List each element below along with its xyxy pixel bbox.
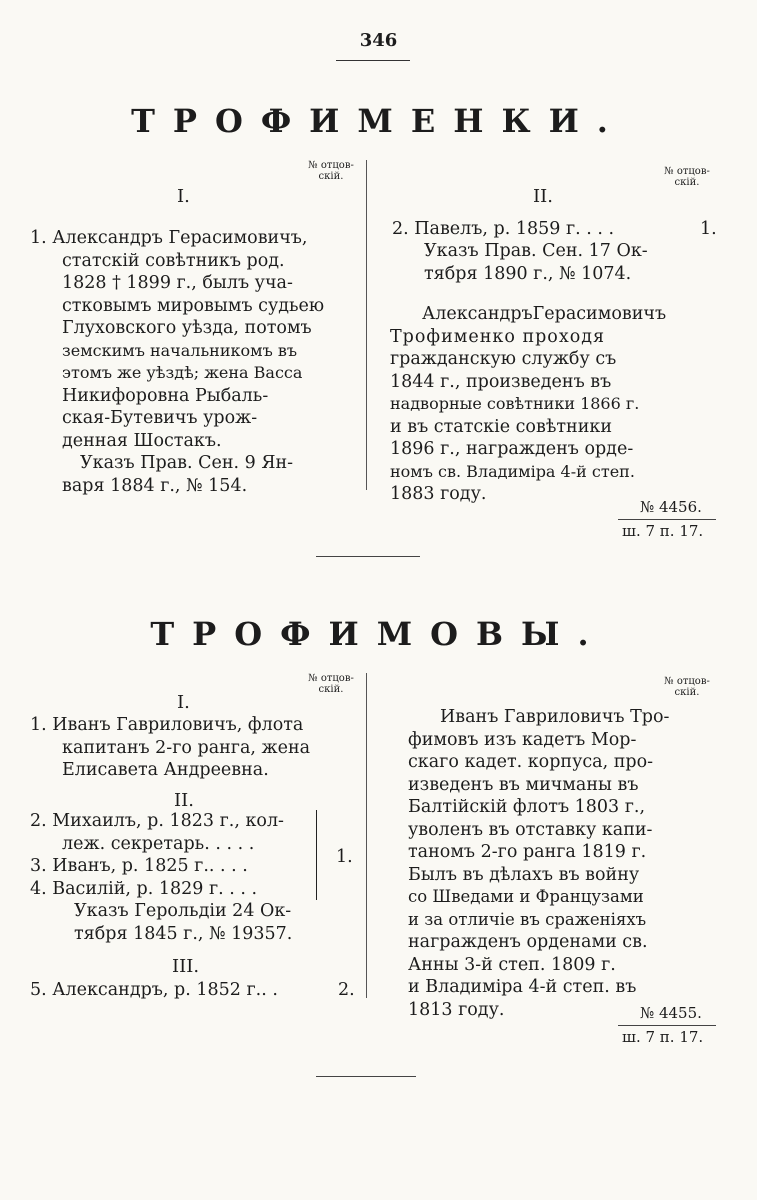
column-tag-line: скій. (674, 177, 700, 188)
decree-1845 (74, 900, 292, 945)
entry-line: этомъ же уѣздѣ; жена Васса (62, 363, 303, 382)
section-separator (316, 556, 420, 557)
entry-line: 4. Василій, р. 1829 г. . . . (30, 878, 258, 899)
entry-pavel: 2. Павелъ, р. 1859 г. . . . (392, 219, 615, 239)
reference-number: № 4456. (640, 498, 702, 516)
entries-generation-ii (30, 810, 317, 900)
decree-line: Указъ Герольдіи 24 Ок- (74, 901, 292, 921)
bio-line: 1896 г., награжденъ орде- (390, 439, 634, 459)
bio-line: награжденъ орденами св. (408, 932, 648, 952)
column-divider (366, 160, 367, 490)
entry-alexandr-1852: 5. Александръ, р. 1852 г.. . (30, 980, 278, 1000)
bio-line: и въ статскіе совѣтники (390, 416, 612, 437)
decree-line: тября 1890 г., № 1074. (424, 263, 632, 284)
reference-rule (618, 1025, 716, 1026)
bio-line: со Шведами и Французами (408, 887, 644, 906)
bio-trofimov (408, 706, 669, 1021)
column-tag-line: скій. (674, 687, 700, 698)
entry-line: Глуховского уѣзда, потомъ (62, 318, 312, 338)
entry-line: Елисавета Андреевна. (62, 760, 269, 780)
entry-line: 1. Иванъ Гавриловичъ, флота (30, 715, 304, 735)
decree-line: Указъ Прав. Сен. 9 Ян- (80, 453, 294, 473)
bio-line: Трофименко проходя (390, 326, 606, 347)
bio-line: 1813 году. (408, 999, 505, 1020)
entry-line: леж. секретарь. . . . . (62, 833, 255, 854)
entry-alexandr-gerasimovich (30, 227, 324, 452)
bio-line: скаго кадет. корпуса, про- (408, 752, 654, 772)
entry-line: ская-Бутевичъ урож- (62, 408, 258, 428)
bio-line: 1883 году. (390, 484, 487, 504)
column-tag-left (296, 160, 366, 182)
decree-line: Указъ Прав. Сен. 17 Ок- (424, 241, 648, 261)
bio-line: номъ св. Владиміра 4-й степ. (390, 461, 635, 481)
reference-shelf: ш. 7 п. 17. (622, 522, 704, 540)
column-tag-right (652, 676, 722, 698)
entry-line: земскимъ начальникомъ въ (62, 340, 298, 360)
bio-line: уволенъ въ отставку капи- (408, 819, 653, 840)
roman-numeral: II. (533, 186, 553, 207)
decree-1890 (424, 240, 648, 285)
entry-alexandr-1852-number: 2. (338, 980, 355, 1000)
bio-line: 1844 г., произведенъ въ (390, 371, 612, 392)
entry-pavel-number: 1. (700, 219, 717, 239)
column-tag-line: № отцов- (308, 673, 354, 684)
entry-line: стковымъ мировымъ судьею (62, 295, 325, 316)
bio-line: и Владиміра 4-й степ. въ (408, 977, 637, 997)
column-tag-line: № отцов- (664, 676, 710, 687)
reference-shelf: ш. 7 п. 17. (622, 1028, 704, 1046)
decree-line: варя 1884 г., № 154. (62, 475, 248, 496)
bio-line: Былъ въ дѣлахъ въ войну (408, 864, 640, 885)
entry-line: капитанъ 2-го ранга, жена (62, 737, 311, 758)
column-tag-line: скій. (318, 684, 344, 695)
entry-line: 1. Александръ Герасимовичъ, (30, 228, 308, 248)
section-title-trofimenki: ТРОФИМЕНКИ. (131, 102, 626, 140)
page-number: 346 (359, 30, 398, 51)
reference-rule (618, 519, 716, 520)
column-tag-right (652, 166, 722, 188)
decree-line: тября 1845 г., № 19357. (74, 923, 293, 944)
entry-line: статскій совѣтникъ род. (62, 250, 285, 271)
bio-trofimenko (390, 303, 666, 506)
bio-line: АлександръГерасимовичъ (422, 304, 667, 324)
column-tag-left (296, 673, 366, 695)
entry-ivan-gavrilovich (30, 714, 310, 782)
entry-line: 1828 † 1899 г., былъ уча- (62, 273, 293, 293)
roman-numeral: I. (177, 692, 190, 713)
column-tag-line: скій. (318, 171, 344, 182)
column-tag-line: № отцов- (664, 166, 710, 177)
entry-line: 3. Иванъ, р. 1825 г.. . . . (30, 856, 248, 876)
column-tag-line: № отцов- (308, 160, 354, 171)
bio-line: таномъ 2-го ранга 1819 г. (408, 842, 647, 862)
roman-numeral: III. (172, 956, 200, 977)
reference-number: № 4455. (640, 1004, 702, 1022)
bio-line: Балтійскій флотъ 1803 г., (408, 797, 646, 817)
bio-line: гражданскую службу съ (390, 349, 617, 369)
entry-line: Никифоровна Рыбаль- (62, 385, 269, 406)
section-title-trofimovy: ТРОФИМОВЫ. (150, 615, 607, 653)
bio-line: изведенъ въ мичманы въ (408, 774, 639, 795)
bio-line: Иванъ Гавриловичъ Тро- (440, 707, 670, 727)
section-separator (316, 1076, 416, 1077)
decree-1884 (62, 452, 294, 497)
bio-line: фимовъ изъ кадетъ Мор- (408, 729, 637, 750)
bio-line: надворные совѣтники 1866 г. (390, 394, 640, 413)
entry-line: 2. Михаилъ, р. 1823 г., кол- (30, 811, 284, 831)
roman-numeral: I. (177, 186, 190, 207)
entries-generation-ii-number: 1. (336, 847, 353, 867)
column-divider (366, 673, 367, 998)
page-number-rule (336, 60, 410, 61)
bio-line: и за отличіе въ сраженіяхъ (408, 909, 647, 929)
entry-line: денная Шостакъ. (62, 430, 222, 451)
bio-line: Анны 3-й степ. 1809 г. (408, 954, 616, 975)
roman-numeral: II. (174, 790, 194, 811)
